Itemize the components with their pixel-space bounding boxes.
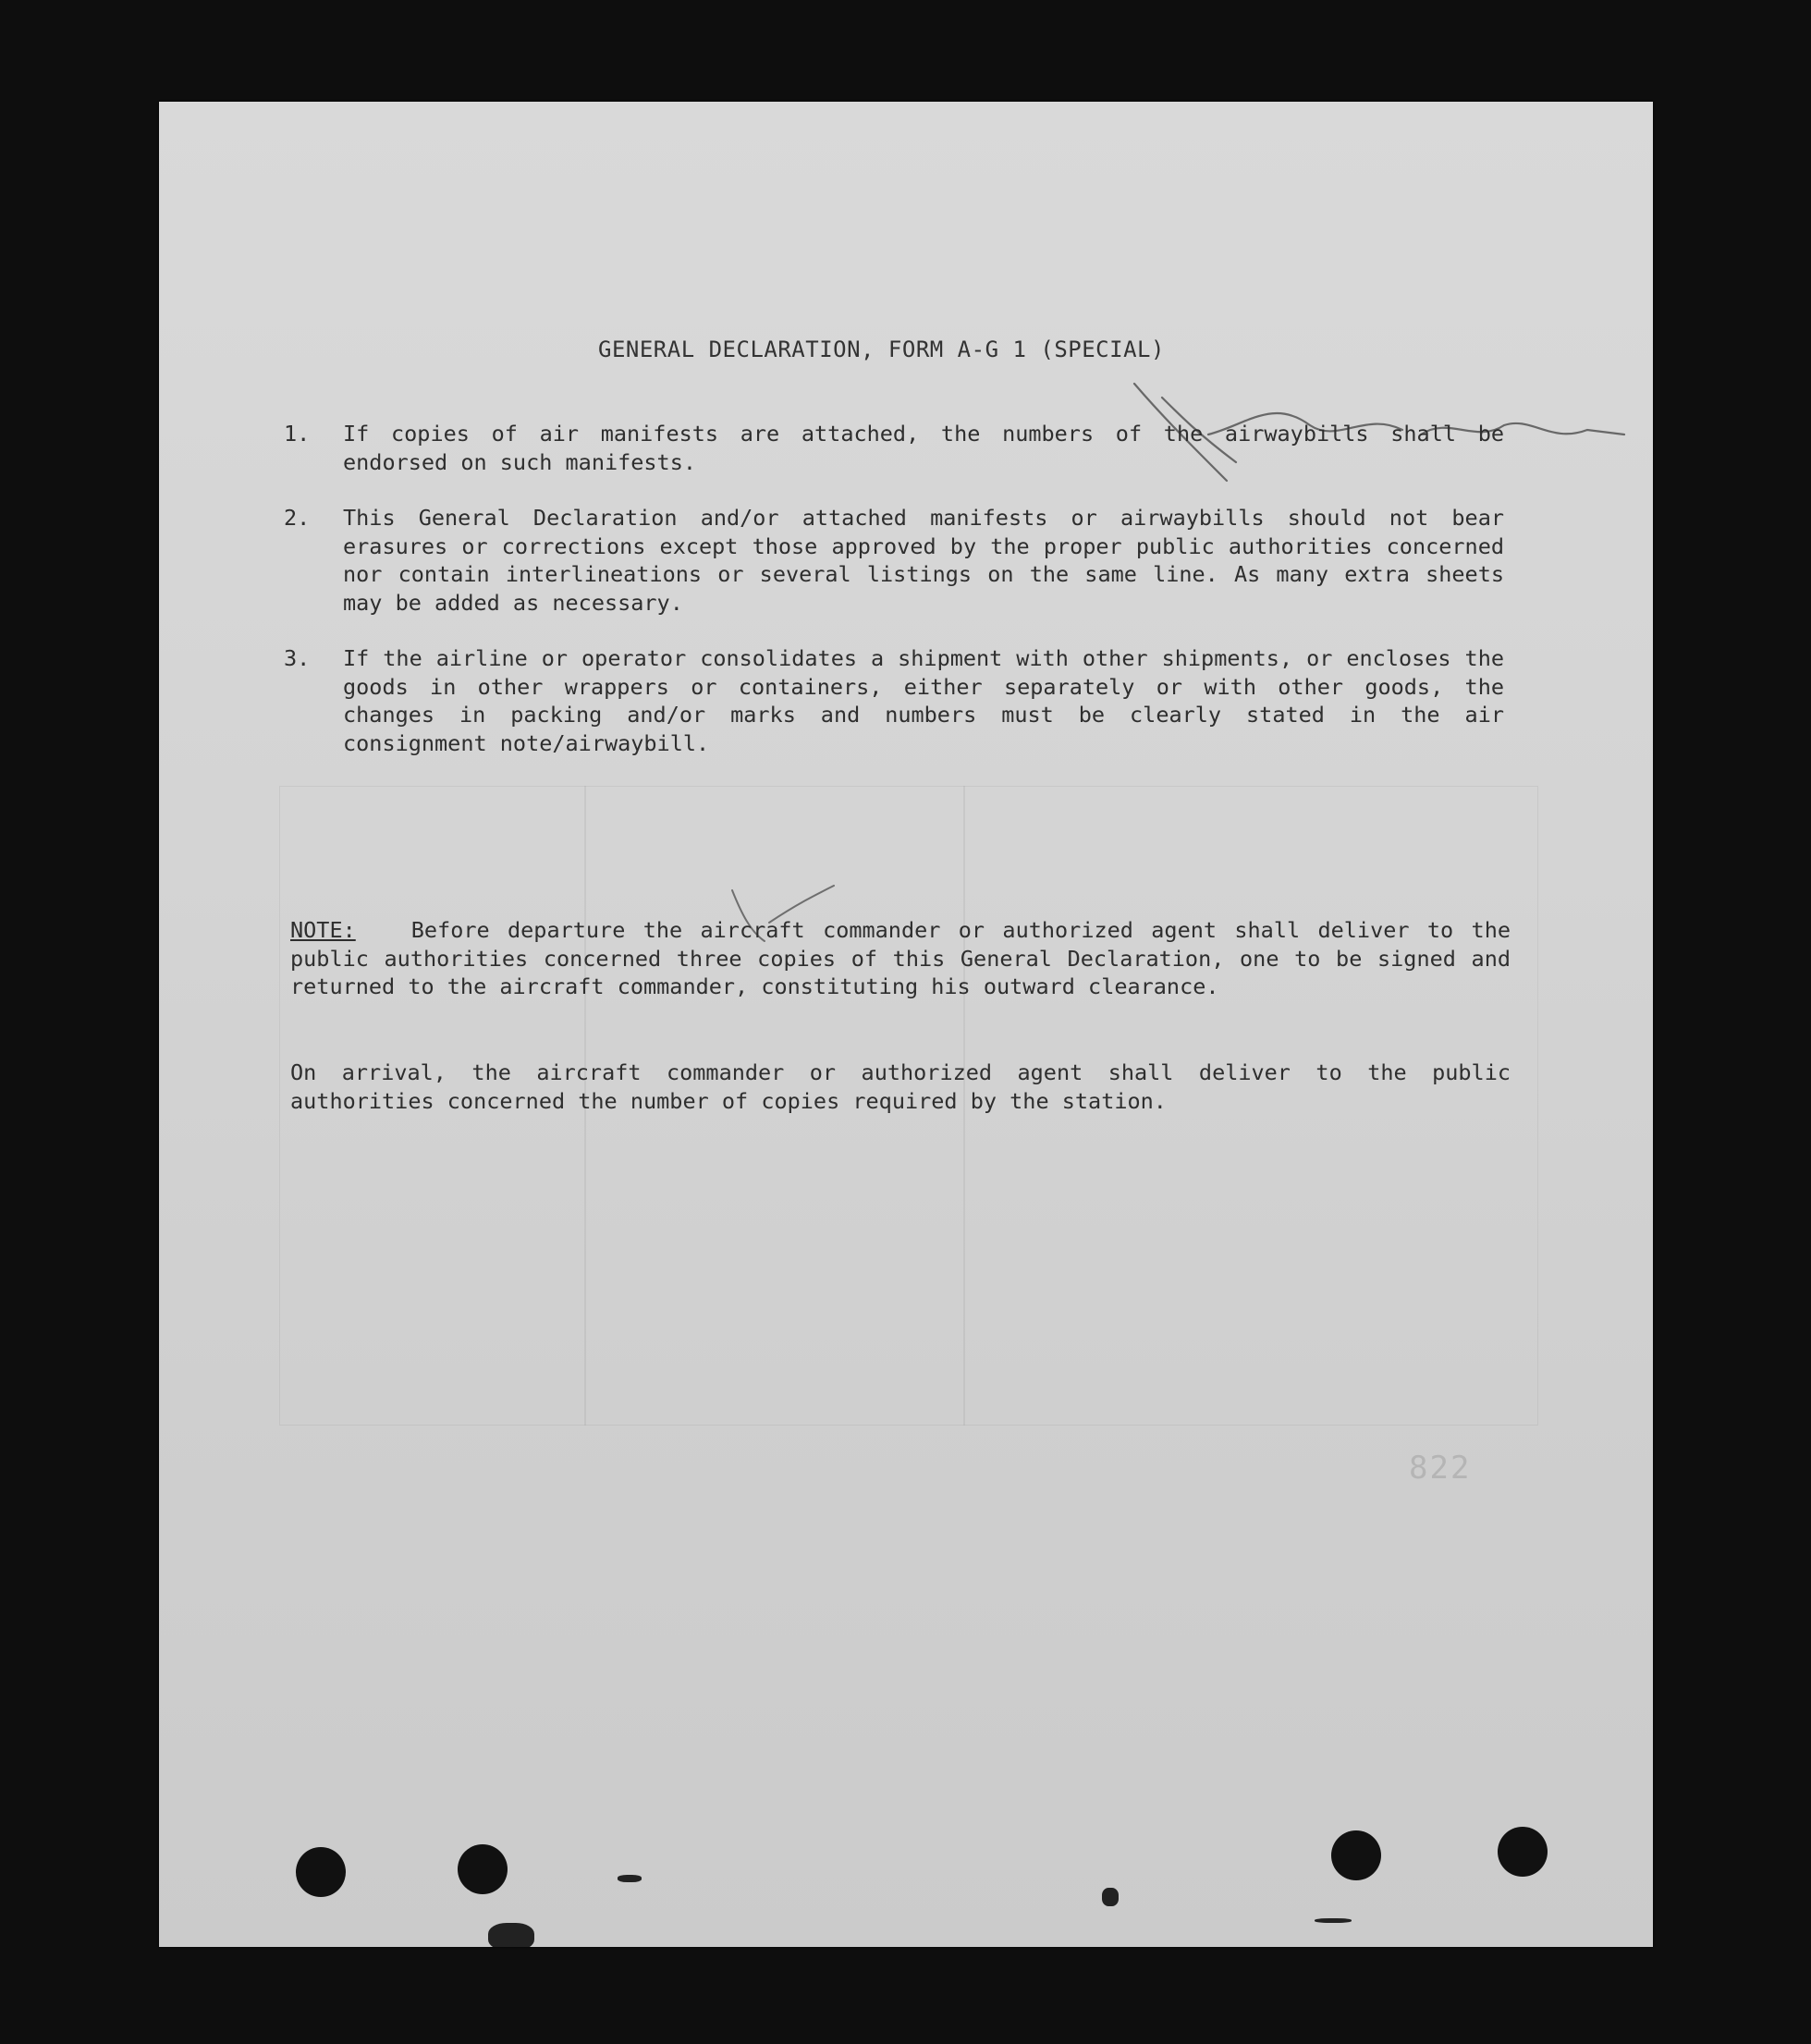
note-paragraph (290, 916, 1511, 1001)
item-text: If copies of air manifests are attached, the numbers of the airwaybills shall be endorsed on such manifests. (343, 421, 1504, 475)
instruction-item (284, 420, 1504, 476)
paper-sheet (159, 102, 1653, 1947)
item-number: 1. (284, 421, 311, 447)
instruction-list (284, 420, 1504, 785)
item-number: 2. (284, 505, 311, 531)
dust-speck (1102, 1888, 1119, 1906)
instruction-item (284, 504, 1504, 617)
dust-speck (1315, 1918, 1352, 1923)
page-number: 822 (1409, 1450, 1472, 1487)
item-text: This General Declaration and/or attached manifests or airwaybills should not bear erasures or corrections except those approved by the proper public authorities concerned nor contain interlineations or several listings on the same line. As many extra sheets may be added as necessary. (343, 505, 1504, 616)
instruction-item (284, 644, 1504, 757)
arrival-paragraph: On arrival, the aircraft commander or authorized agent shall deliver to the public authorities concerned the number of copies required by the station. (290, 1059, 1511, 1114)
dust-speck (488, 1923, 534, 1947)
punch-hole (296, 1847, 346, 1897)
punch-hole (1498, 1827, 1548, 1877)
item-text: If the airline or operator consolidates a shipment with other shipments, or encloses the goods in other wrappers or containers, either separately or with other goods, the changes in packing and/or marks and numbers must be clearly stated in the air consignment note/airwaybill. (343, 645, 1504, 756)
dust-speck (618, 1875, 642, 1882)
punch-hole (458, 1844, 508, 1894)
document-title: GENERAL DECLARATION, FORM A-G 1 (SPECIAL) (598, 337, 1165, 362)
note-label: NOTE: (290, 917, 356, 943)
note-text: Before departure the aircraft commander or authorized agent shall deliver to the public authorities concerned three copies of this General Declaration, one to be signed and returned to the aircraft commander, constituting his outward clearance. (290, 917, 1511, 999)
punch-hole (1331, 1830, 1381, 1880)
item-number: 3. (284, 645, 311, 671)
